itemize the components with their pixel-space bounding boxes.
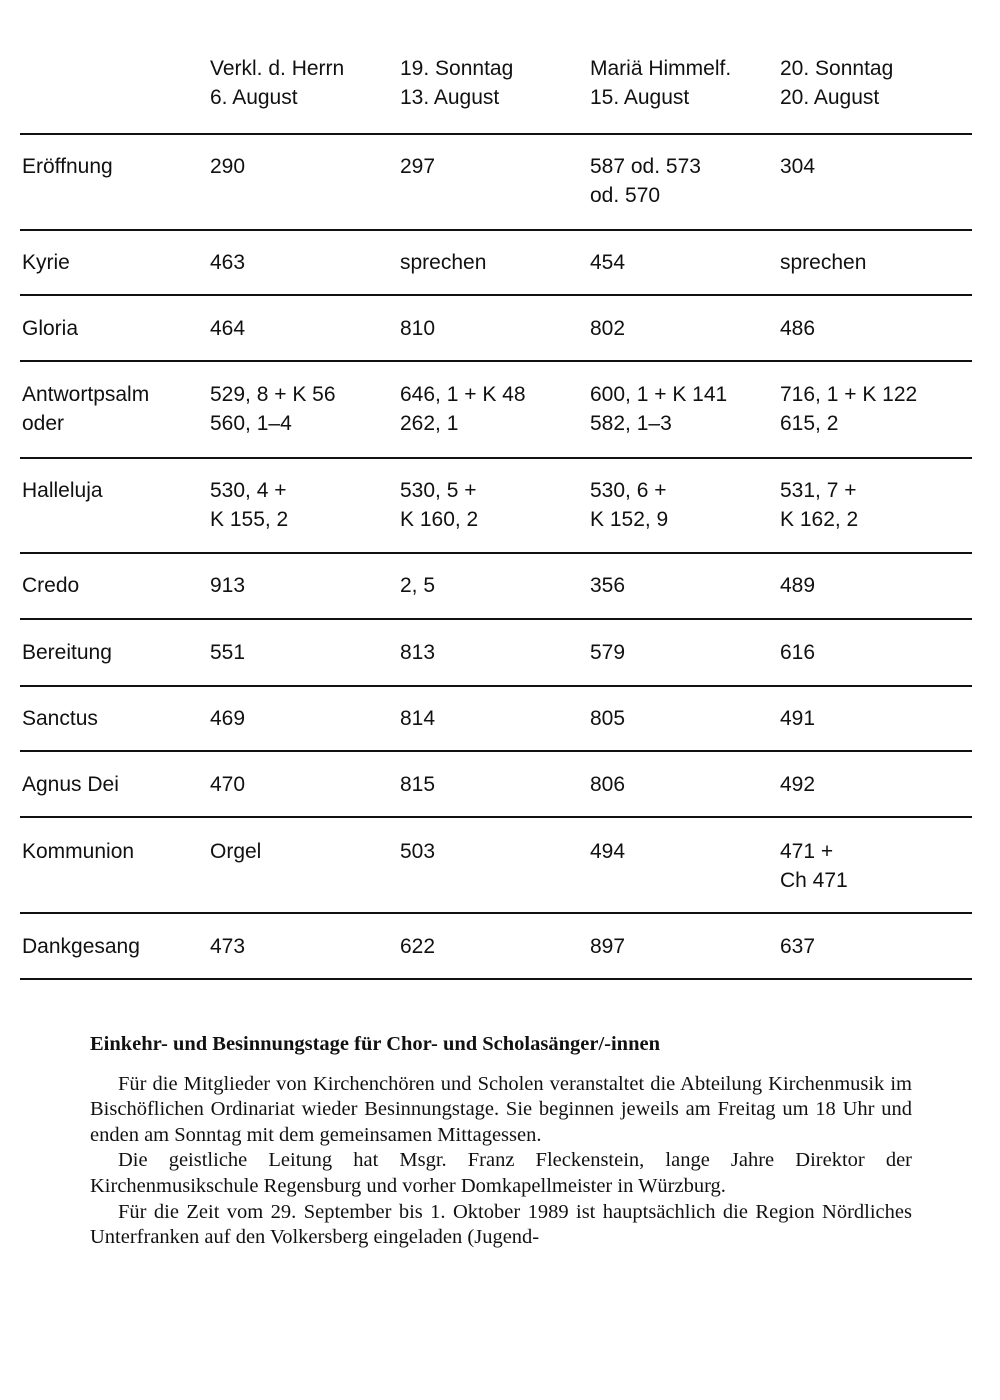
table-rule — [20, 912, 972, 914]
table-cell: 492 — [780, 773, 816, 796]
article-heading: Einkehr- und Besinnungstage für Chor- und Scholasänger/-innen — [90, 1033, 660, 1055]
table-cell: 290 — [210, 155, 246, 178]
row-label: Gloria — [22, 317, 79, 340]
table-cell: 637 — [780, 935, 816, 958]
table-cell: 579 — [590, 641, 626, 664]
row-label: Dankgesang — [22, 935, 140, 958]
table-cell: 810 — [400, 317, 436, 340]
row-label: Antwortpsalm oder — [22, 383, 150, 435]
table-cell: Orgel — [210, 840, 262, 863]
article-paragraph: Für die Mitglieder von Kirchenchören und Scholen veranstaltet die Abteilung Kirchenmusik im Bischöflichen Ordinariat wieder Besinnungstage. Sie beginnen jeweils am Freitag um 18 Uhr und enden am Sonntag mit dem gemeinsamen Mittagessen. — [90, 1072, 912, 1146]
row-label: Credo — [22, 574, 80, 597]
table-cell: 806 — [590, 773, 626, 796]
table-cell: 531, 7 + K 162, 2 — [780, 479, 859, 531]
table-cell: 600, 1 + K 141 582, 1–3 — [590, 383, 728, 435]
table-cell: 464 — [210, 317, 246, 340]
table-cell: 356 — [590, 574, 626, 597]
table-rule — [20, 552, 972, 554]
table-cell: 622 — [400, 935, 436, 958]
column-header: Verkl. d. Herrn 6. August — [210, 57, 345, 109]
table-cell: 587 od. 573 od. 570 — [590, 155, 701, 207]
article-paragraph: Für die Zeit vom 29. September bis 1. Oktober 1989 ist hauptsächlich die Region Nördliches Unterfranken auf den Volkersberg eingeladen (Jugend- — [90, 1200, 912, 1249]
table-cell: 463 — [210, 251, 246, 274]
row-label: Eröffnung — [22, 155, 113, 178]
table-rule — [20, 816, 972, 818]
row-label: Sanctus — [22, 707, 98, 730]
table-cell: 530, 5 + K 160, 2 — [400, 479, 479, 531]
table-cell: 486 — [780, 317, 816, 340]
table-cell: 530, 4 + K 155, 2 — [210, 479, 289, 531]
table-rule — [20, 457, 972, 459]
table-cell: 897 — [590, 935, 626, 958]
table-cell: 304 — [780, 155, 816, 178]
table-rule — [20, 294, 972, 296]
table-rule — [20, 978, 972, 980]
table-cell: 646, 1 + K 48 262, 1 — [400, 383, 526, 435]
table-rule — [20, 360, 972, 362]
table-rule — [20, 750, 972, 752]
table-cell: 815 — [400, 773, 436, 796]
table-cell: sprechen — [780, 251, 867, 274]
row-label: Kyrie — [22, 251, 70, 274]
table-cell: 471 + Ch 471 — [780, 840, 848, 892]
table-cell: 716, 1 + K 122 615, 2 — [780, 383, 918, 435]
column-header: 19. Sonntag 13. August — [400, 57, 514, 109]
row-label: Halleluja — [22, 479, 103, 502]
table-rule — [20, 229, 972, 231]
column-header: Mariä Himmelf. 15. August — [590, 57, 732, 109]
table-cell: 530, 6 + K 152, 9 — [590, 479, 669, 531]
article-paragraph: Die geistliche Leitung hat Msgr. Franz Fleckenstein, lange Jahre Direktor der Kirchenmusikschule Regensburg und vorher Domkapellmeister in Würzburg. — [90, 1149, 912, 1197]
table-cell: 802 — [590, 317, 626, 340]
table-cell: 470 — [210, 773, 246, 796]
row-label: Agnus Dei — [22, 773, 119, 796]
table-cell: 489 — [780, 574, 816, 597]
table-cell: 805 — [590, 707, 626, 730]
row-label: Bereitung — [22, 641, 112, 664]
table-rule — [20, 618, 972, 620]
table-cell: sprechen — [400, 251, 487, 274]
table-rule — [20, 685, 972, 687]
table-cell: 491 — [780, 707, 816, 730]
table-cell: 2, 5 — [400, 574, 436, 597]
table-cell: 813 — [400, 641, 436, 664]
table-cell: 297 — [400, 155, 436, 178]
table-cell: 494 — [590, 840, 626, 863]
row-label: Kommunion — [22, 840, 135, 863]
article — [90, 1032, 912, 1251]
table-cell: 913 — [210, 574, 246, 597]
table-cell: 814 — [400, 707, 436, 730]
column-header: 20. Sonntag 20. August — [780, 57, 894, 109]
table-cell: 616 — [780, 641, 816, 664]
table-cell: 469 — [210, 707, 246, 730]
table-rule — [20, 133, 972, 135]
table-cell: 551 — [210, 641, 246, 664]
table-cell: 473 — [210, 935, 246, 958]
table-cell: 503 — [400, 840, 436, 863]
table-cell: 529, 8 + K 56 560, 1–4 — [210, 383, 336, 435]
table-cell: 454 — [590, 251, 626, 274]
